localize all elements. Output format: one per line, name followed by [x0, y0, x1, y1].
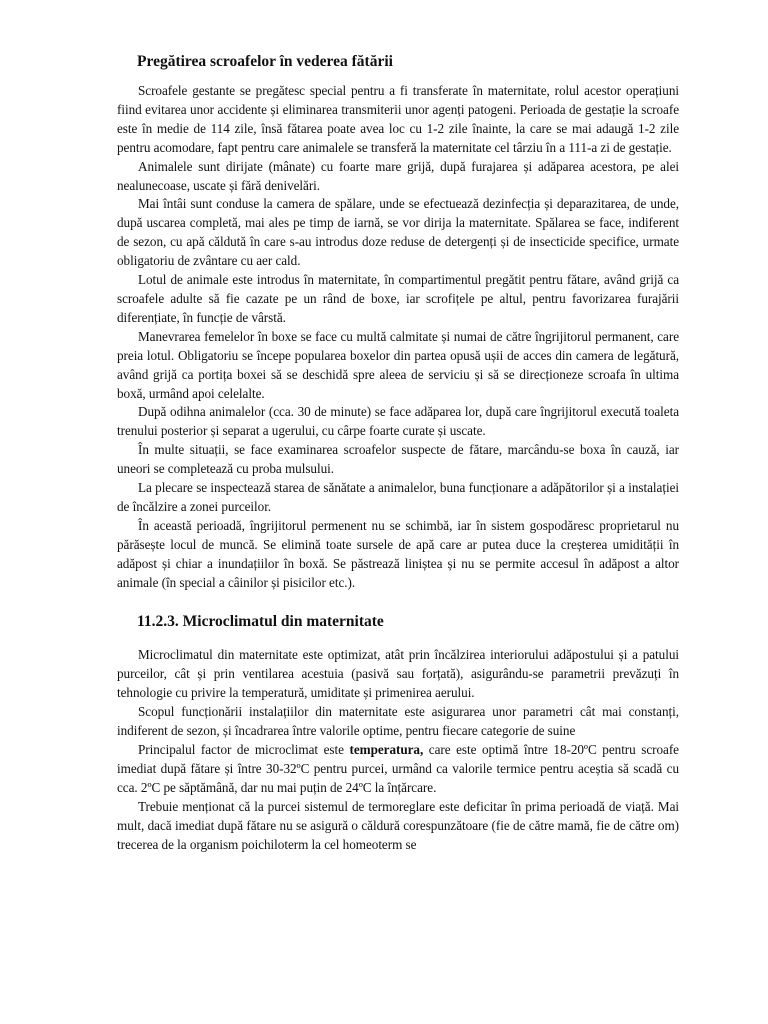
paragraph: Trebuie menționat că la purcei sistemul de termoreglare este deficitar în prima perioadă de viață. Mai mult, dacă imediat după fătare nu se asigură o căldură corespunzătoare (fie de către mamă, fie de către om) trecerea de la organism poichiloterm la cel homeoterm se	[117, 798, 679, 852]
paragraph: După odihna animalelor (cca. 30 de minute) se face adăparea lor, după care îngrijitorul execută toaleta trenului posterior și separat a ugerului, cu cârpe foarte curate și uscate.	[117, 404, 679, 439]
paragraph: În multe situații, se face examinarea scroafelor suspecte de fătare, marcându-se boxa în cauză, iar uneori se completează cu proba mulsului.	[117, 442, 679, 477]
paragraph: Scroafele gestante se pregătesc special pentru a fi transferate în maternitate, rolul acestor operațiuni fiind evitarea unor accidente și eliminarea transmiterii unor agenți patogeni. Perioada de gestație la scroafe este în medie de 114 zile, însă fătarea poate avea loc cu 1-2 zile înainte, la care se mai adaugă 1-2 zile pentru acomodare, fapt pentru care animalele se transferă la maternitate cel târziu în a 111-a zi de gestație.	[117, 83, 679, 155]
paragraph: Manevrarea femelelor în boxe se face cu multă calmitate și numai de către îngrijitorul permanent, care preia lotul. Obligatoriu se începe popularea boxelor din partea opusă ușii de acces din camera de legătură, având grijă ca portița boxei să se deschidă spre aleea de serviciu și să se direcționeze scroafa în ultima boxă, urmând apoi celelalte.	[117, 328, 679, 401]
paragraph: Microclimatul din maternitate este optimizat, atât prin încălzirea interiorului adăpostului și a patului purceilor, cât și prin ventilarea acestuia (pasivă sau forțată), asigurându-se parametrii prevăzuți în tehnologie cu privire la temperatură, umiditate și primenirea aerului.	[117, 647, 679, 701]
paragraph: Mai întâi sunt conduse la camera de spălare, unde se efectuează dezinfecția și deparazitarea, de unde, după uscarea completă, mai ales pe timp de iarnă, se vor dirija la maternitate. Spălarea se face, indiferent de sezon, cu apă căldută în care s-au introdus doze reduse de detergenți și de insecticide specifice, urmate obligatoriu de zvântare cu aer cald.	[117, 196, 679, 269]
section-title-microclimate: 11.2.3. Microclimatul din maternitate	[137, 613, 384, 631]
document-page	[117, 52, 679, 854]
bold-term-temperature: temperatura,	[349, 742, 424, 757]
paragraph: Animalele sunt dirijate (mânate) cu foarte mare grijă, după furajarea și adăparea acestora, pe alei nealunecoase, uscate și fără denivelări.	[117, 158, 679, 193]
paragraph: Scopul funcționării instalațiilor din maternitate este asigurarea unor parametri cât mai constanți, indiferent de sezon, și încadrarea între valorile optime, pentru fiecare categorie de suine	[117, 704, 679, 739]
paragraph-temperature	[117, 741, 679, 798]
paragraph: La plecare se inspectează starea de sănătate a animalelor, buna funcționare a adăpătorilor și a instalației de încălzire a zonei purceilor.	[117, 480, 679, 514]
paragraph: Lotul de animale este introdus în maternitate, în compartimentul pregătit pentru fătare, având grijă ca scroafele adulte să fie cazate pe un rând de boxe, iar scrofițele pe altul, pentru favorizarea furajării diferențiate, în funcție de vârstă.	[117, 272, 679, 325]
text-span: Principalul factor de microclimat este	[138, 742, 350, 757]
text-span: care este optimă între 18-20ºC pentru scroafe imediat după fătare și între 30-32ºC pentru purcei, urmând ca valorile termice pentru aceștia să scadă cu cca. 2ºC pe săptămână, dar nu mai puțin de 24ºC la înțărcare.	[117, 742, 679, 795]
section-title-sow-preparation: Pregătirea scroafelor în vederea fătării	[137, 53, 393, 70]
paragraph: În această perioadă, îngrijitorul permenent nu se schimbă, iar în sistem gospodăresc proprietarul nu părăsește locul de muncă. Se elimină toate sursele de apă care ar putea duce la creșterea umidității în adăpost și chiar a inundațiilor în boxă. Se păstrează liniștea și nu se permite accesul în adăpost a altor animale (în special a câinilor și pisicilor etc.).	[117, 517, 679, 590]
